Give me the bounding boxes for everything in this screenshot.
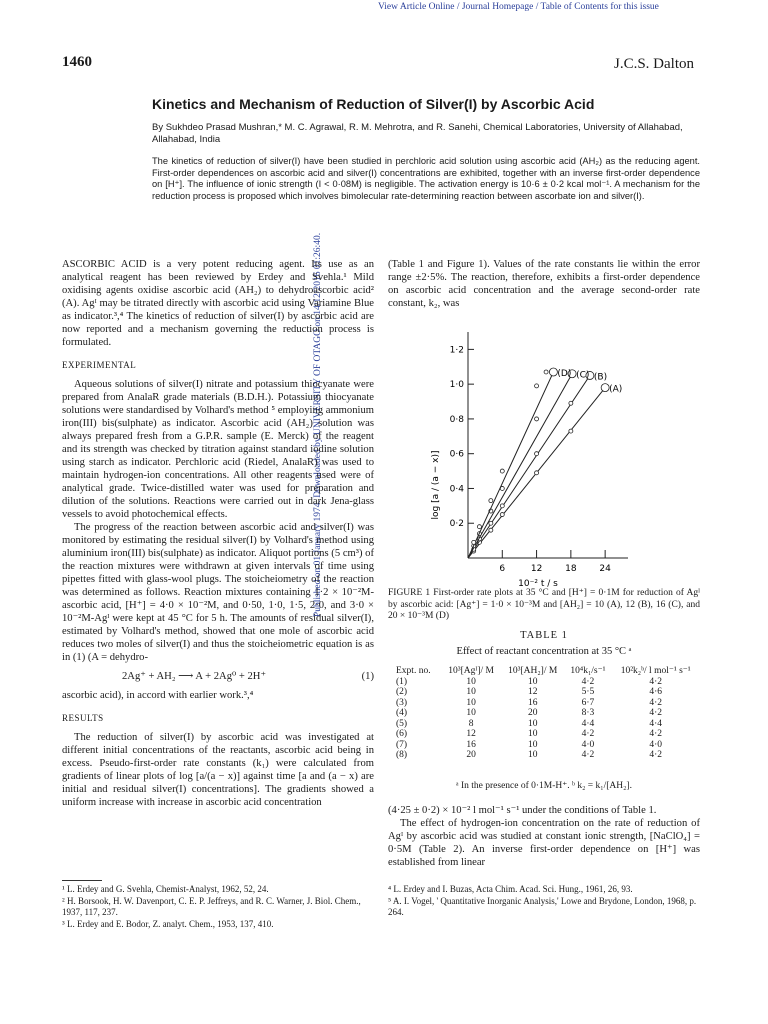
data-point: [472, 540, 476, 544]
footnote-rule: [62, 880, 102, 881]
table-cell: 16: [466, 739, 476, 750]
table-1: [388, 666, 700, 761]
experimental-paragraph-2: The progress of the reaction between ascorbic acid and silver(I) was monitored by estimating the residual silver(I) by Volhard's method using aluminium iron(III) bis(sulphate) as indicator. Aliquot portions (5 cm³) of the reaction mixtures were withdrawn at given intervals of time using pipettes fitted with glass-wool plugs. The stoicheiometry of the reaction was determined as follows. Reaction mixtures containing 1·2 × 10⁻²M-ascorbic acid, [H⁺] = 4·0 × 10⁻²M, and 0·50, 1·0, 1·5, 2·0, and 3·0 × 10⁻²M-Agᴵ were kept at 45 °C for 5 h. The amounts of residual silver(I), estimated by Volhard's method, showed that one mole of ascorbic acid reduces two moles of silver(I) and thus the stoicheiometric equation is as in (1) (A = dehydro-: [62, 522, 374, 663]
data-point: [535, 452, 539, 456]
data-point: [500, 504, 504, 508]
table-cell: 12: [466, 729, 476, 739]
download-watermark: Published on 01 January 1974. Downloaded by UNIVERSITY OF OTAGO on 14/12/2016 01:26:40.: [313, 232, 323, 618]
table-cell: 8·3: [581, 708, 595, 718]
table-header-row: [388, 666, 700, 677]
data-point: [489, 528, 493, 532]
table-cell: (7): [396, 739, 408, 750]
series-label: (C): [576, 370, 590, 381]
table-cell: 4·2: [581, 750, 595, 760]
table-cell: 10: [466, 676, 476, 687]
y-tick-label: 0·2: [449, 519, 464, 530]
data-point: [489, 499, 493, 503]
page-number: 1460: [62, 54, 92, 70]
x-tick-label: 12: [530, 564, 543, 574]
rate-plot-chart: [418, 322, 648, 592]
data-point: [535, 471, 539, 475]
table-cell: 4·2: [649, 708, 662, 718]
table-title: TABLE 1: [520, 630, 568, 641]
table-header: 10⁴k₁/s⁻¹: [570, 666, 606, 676]
table-cell: 6·7: [581, 697, 595, 708]
x-tick-label: 24: [599, 564, 611, 574]
table-row: [388, 740, 700, 751]
table-row: [388, 687, 700, 698]
left-column: [62, 258, 374, 809]
abstract: The kinetics of reduction of silver(I) have been studied in perchloric acid solution using ascorbic acid (AH₂) as the reducing agent. First-order dependences on ascorbic acid and silver(I) concentrations are exhibited, together with an inverse first-order dependence on [H⁺]. The influence of ionic strength (I < 0·08M) is negligible. The activation energy is 10·6 ± 0·2 kcal mol⁻¹. A mechanism for the reduction process is proposed which involves bimolecular rate-determining reaction between ascorbate ion and silver(I).: [152, 156, 700, 201]
results-heading: RESULTS: [62, 713, 104, 723]
table-header: Expt. no.: [396, 666, 431, 676]
x-tick-label: 18: [565, 564, 577, 574]
figure-1: [418, 322, 648, 592]
experimental-heading: EXPERIMENTAL: [62, 360, 137, 370]
table-subtitle: Effect of reactant concentration at 35 °C ᵃ: [456, 646, 632, 657]
table-header: 10³[Agᴵ]/ M: [448, 666, 494, 676]
table-cell: 20: [466, 750, 476, 760]
right-paragraph-3: The effect of hydrogen-ion concentration on the rate of reduction of Agᴵ by ascorbic acid was studied at constant ionic strength, [NaClO₄] = 0·5M (Table 2). An inverse first-order dependence on [H⁺] was established from linear: [388, 818, 700, 868]
table-cell: 4·4: [581, 718, 595, 729]
intro-paragraph: ASCORBIC ACID is a very potent reducing agent. Its use as an analytical reagent has been reviewed by Erdey and Svehla.¹ Mild oxidising agents oxidise ascorbic acid (AH₂) to dehydroascorbic acid² (A). Agᴵ may be titrated directly with ascorbic acid using Variamine Blue as indicator.³,⁴ The kinetics of reduction of silver(I) by ascorbic acid are now reported and a mechanism governing the reduction process is formulated.: [62, 259, 374, 348]
data-point: [601, 384, 609, 392]
y-tick-label: 1·0: [449, 380, 464, 391]
footnote: ⁴ L. Erdey and I. Buzas, Acta Chim. Acad. Sci. Hung., 1961, 26, 93.: [388, 884, 633, 894]
journal-name: J.C.S. Dalton: [613, 56, 694, 72]
y-tick-label: 0·8: [449, 414, 464, 425]
table-cell: 4·2: [581, 729, 595, 739]
journal-links[interactable]: [378, 2, 758, 12]
y-axis-label: log [a / (a − x)]: [431, 450, 441, 520]
figure-caption: FIGURE 1 First-order rate plots at 35 °C and [H⁺] = 0·1M for reduction of Agᴵ by ascorbic acid: [Ag⁺] = 1·0 × 10⁻³M and [AH₂] = 10 (A), 12 (B), 16 (C), and 20 × 10⁻³M (D): [388, 588, 700, 621]
table-cell: 10: [466, 687, 476, 697]
data-point: [477, 525, 481, 529]
table-row: [388, 698, 700, 709]
table-cell: 4·2: [581, 676, 595, 687]
table-cell: (8): [396, 750, 408, 760]
table-cell: (6): [396, 729, 408, 739]
table-cell: (4): [396, 708, 408, 718]
table-cell: 12: [527, 687, 538, 697]
table-row: [388, 677, 700, 688]
footnote: ⁵ A. I. Vogel, ' Quantitative Inorganic Analysis,' Lowe and Brydone, London, 1968, p. 264.: [388, 895, 697, 917]
data-point: [569, 401, 573, 405]
equation-text: 2Ag⁺ + AH₂ ⟶ A + 2Ag⁰ + 2H⁺: [122, 671, 267, 682]
footnotes-left: [62, 884, 374, 930]
table-cell: 4·0: [649, 739, 662, 750]
experimental-paragraph-3: ascorbic acid), in accord with earlier work.³,⁴: [62, 690, 254, 701]
right-column-bottom: [388, 804, 700, 869]
footnote: ¹ L. Erdey and G. Svehla, Chemist-Analyst, 1962, 52, 24.: [62, 884, 269, 894]
journal-links-text[interactable]: View Article Online / Journal Homepage / Table of Contents for this issue: [378, 2, 659, 12]
table-header: 10³[AH₂]/ M: [508, 666, 558, 676]
table-row: [388, 729, 700, 740]
series-line: [468, 374, 572, 558]
table-cell: 10: [527, 750, 538, 760]
table-cell: (2): [396, 687, 408, 697]
table-cell: 4·2: [649, 697, 662, 708]
table-cell: (5): [396, 718, 408, 729]
table-cell: 4·2: [649, 750, 662, 760]
table-row: [388, 708, 700, 719]
table-cell: 10: [527, 676, 538, 687]
table-cell: 8: [468, 718, 474, 729]
footnotes-right: [388, 884, 700, 919]
table-cell: 20: [527, 708, 538, 718]
data-point: [535, 384, 539, 388]
right-paragraph-2: (4·25 ± 0·2) × 10⁻² l mol⁻¹ s⁻¹ under the conditions of Table 1.: [388, 805, 657, 816]
table-row: [388, 719, 700, 730]
table-footnote: ᵃ In the presence of 0·1M-H⁺. ᵇ k₂ = k₁/[AH₂].: [456, 781, 632, 791]
equation-1: [122, 670, 374, 683]
table-cell: 10: [527, 739, 538, 750]
table-cell: 10: [466, 697, 476, 708]
table-cell: 4·0: [581, 739, 595, 750]
series-label: (D): [557, 368, 572, 379]
series-label: (A): [609, 384, 623, 395]
table-cell: 5·5: [581, 687, 595, 697]
table-cell: 10: [527, 729, 538, 739]
footnote: ² H. Borsook, H. W. Davenport, C. E. P. Jeffreys, and R. C. Warner, J. Biol. Chem., 1937, 117, 237.: [62, 895, 361, 917]
table-row: [388, 750, 700, 761]
table-cell: (1): [396, 676, 408, 687]
article-title: Kinetics and Mechanism of Reduction of Silver(I) by Ascorbic Acid: [152, 96, 595, 112]
data-point: [535, 417, 539, 421]
data-point: [489, 521, 493, 525]
y-tick-label: 0·6: [449, 449, 464, 460]
footnote: ³ L. Erdey and E. Bodor, Z. analyt. Chem., 1953, 137, 410.: [62, 918, 274, 929]
data-point: [549, 368, 557, 376]
x-axis-label: 10⁻² t / s: [518, 579, 558, 589]
table-cell: 16: [527, 697, 538, 708]
table-cell: 10: [466, 708, 476, 718]
data-point: [544, 370, 548, 374]
data-point: [569, 429, 573, 433]
series-label: (B): [593, 372, 608, 383]
table-cell: 10: [527, 718, 538, 729]
x-tick-label: 6: [499, 564, 506, 574]
experimental-paragraph-1: Aqueous solutions of silver(I) nitrate and potassium thiocyanate were prepared from AnalaR grade materials (B.D.H.). Potassium thiocyanate solutions were standardised by Volhard's method ⁵ employing ammonium iron(III) bis(sulphate) as indicator. Ascorbic acid (AH₂) solution was always prepared fresh from a G.P.R. sample (E. Merck) of the reagent and its strength was checked by titration against standard iodine solution using starch as indicator. Perchloric acid (Riedel, AnalaR) was used to maintain hydrogen-ion concentrations. All other reagents used were of analytical grade. Twice-distilled water was used for preparation and dilution of the solutions. Reactions were carried out in dark Jena-glass vessels to avoid photochemical effects.: [62, 379, 374, 520]
results-paragraph-1: The reduction of silver(I) by ascorbic acid was investigated at different initial concentrations of the reactants, ascorbic acid being in excess. Pseudo-first-order rate constants (k₁) were calculated from gradients of linear plots of log [a/(a − x)] against time [a and (a − x) are initial and residual silver(I) concentrations]. The gradients showed a uniform increase with increase in ascorbic acid concentration: [62, 732, 374, 808]
data-point: [500, 513, 504, 517]
table-header: 10²k₂ᵇ/ l mol⁻¹ s⁻¹: [620, 666, 691, 676]
table-cell: 4·2: [649, 676, 662, 687]
right-column-top: [388, 258, 700, 310]
right-paragraph-1: (Table 1 and Figure 1). Values of the rate constants lie within the error range ±2·5%. The reaction, therefore, exhibits a first-order dependence on ascorbic acid concentration and the average second-order rate constant, k₂, was: [388, 259, 700, 309]
table-cell: 4·4: [649, 718, 662, 729]
y-tick-label: 1·2: [449, 345, 464, 356]
table-cell: (3): [396, 697, 408, 708]
y-tick-label: 0·4: [449, 484, 464, 495]
table-cell: 4·2: [649, 729, 662, 739]
data-point: [500, 469, 504, 473]
equation-number: (1): [361, 671, 374, 682]
author-list: By Sukhdeo Prasad Mushran,* M. C. Agrawal, R. M. Mehrotra, and R. Sanehi, Chemical Laboratories, University of Allahabad, Allahabad, India: [152, 122, 683, 145]
series-line: [468, 372, 553, 558]
table-cell: 4·6: [649, 687, 662, 697]
